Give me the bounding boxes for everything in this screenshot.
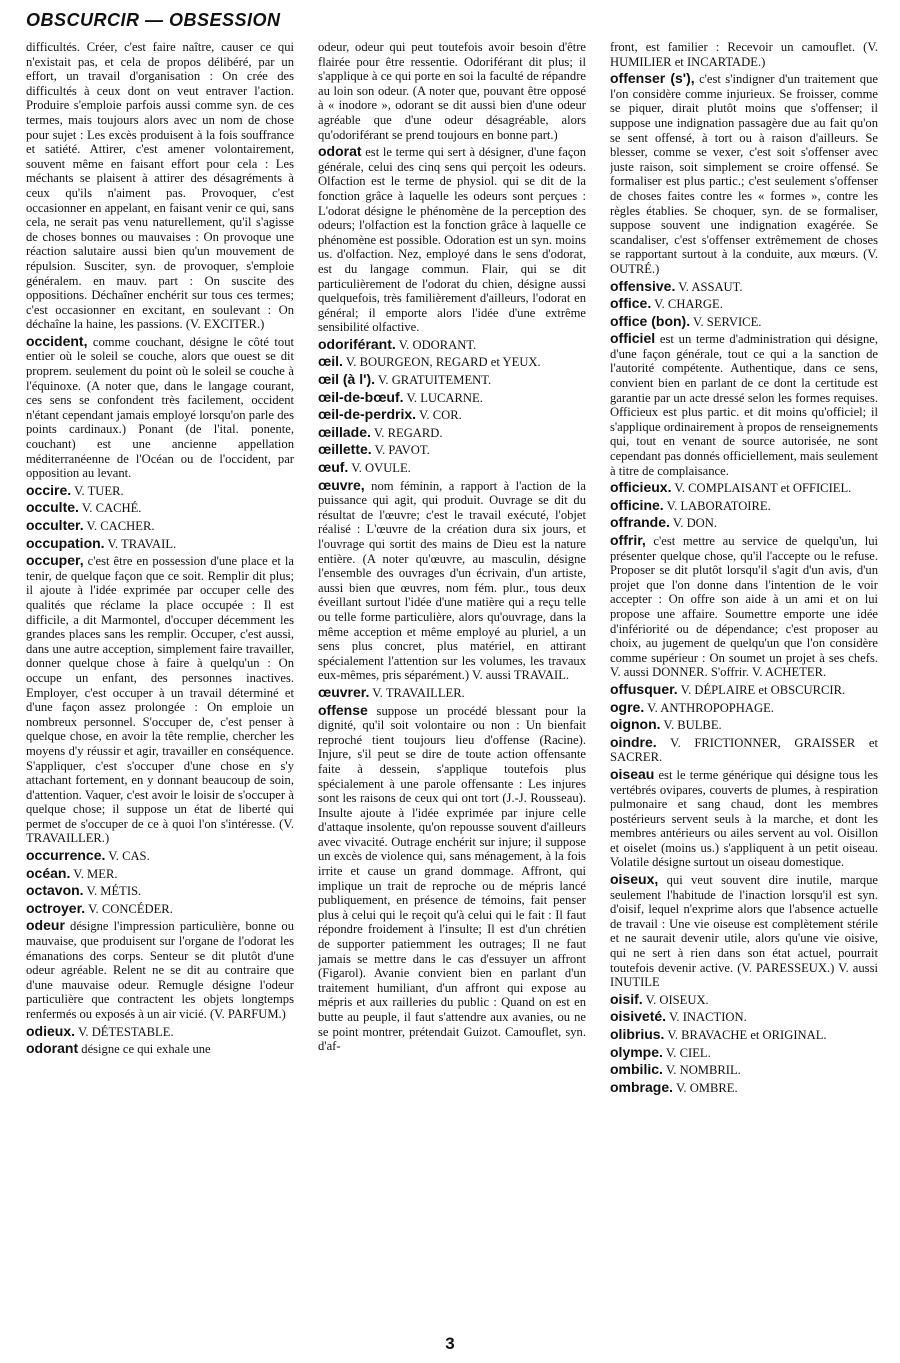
dictionary-entry xyxy=(318,685,586,701)
entry-definition: c'est être en possession d'une place et la tenir, de quelque façon que ce soit. Remplir dit plus; il ajoute à l'idée exprimée par occuper celle des qualités que réclame la place occupée : Il est difficile, a dit Marmontel, d'occuper décemment les grandes places sans les remplir. Occuper, c'est aussi, dans une autre acception, simplement faire travailler, donner quelque chose à faire à quelqu'un : On occupe un enfant, des personnes inactives. Employer, c'est occuper à un travail déterminé et d'une façon assez prolongée : On emploie un nombreux personnel. S'occuper de, c'est penser à quelque chose, en avoir la tête remplie, chercher les moyens d'y réussir et agir, travailler en conséquence. S'appliquer, c'est s'occuper d'une chose en s'y attachant fortement, en y donnant beaucoup de soin, d'attention. Vaquer, c'est avoir le loisir de s'occuper à quelque chose; il suppose un état de liberté qui permet de s'occuper de ce à quoi l'on s'intéresse. (V. TRAVAILLER.) xyxy=(26,554,294,846)
dictionary-entry xyxy=(610,735,878,765)
dictionary-entry xyxy=(610,515,878,531)
dictionary-entry xyxy=(26,500,294,516)
entry-definition: V. CHARGE. xyxy=(654,297,723,312)
entry-headword: offrir, xyxy=(610,532,646,548)
entry-definition: qui veut souvent dire inutile, marque seulement l'habitude de l'inaction lorsqu'il est syn. d'oisif, lequel n'exprime alors que l'absence actuelle de travail : Une vie oiseuse est complètement stérile et ne saurait devenir utile, alors qu'une vie oisive, qui ne sert à rien dans son état actuel, pourrait toutefois devenir active. (V. PARESSEUX.) V. aussi INUTILE xyxy=(610,873,878,990)
dictionary-entry xyxy=(610,1062,878,1078)
entry-definition: V. CONCÉDER. xyxy=(88,901,173,916)
entry-definition: V. MER. xyxy=(73,866,118,881)
entry-headword: oiseux, xyxy=(610,871,659,888)
entry-headword: œil (à l'). xyxy=(318,371,375,388)
dictionary-entry xyxy=(610,40,878,69)
dictionary-entry xyxy=(610,717,878,733)
entry-headword: occuper, xyxy=(26,552,84,569)
dictionary-entry xyxy=(610,1009,878,1025)
entry-definition: V. ANTHROPOPHAGE. xyxy=(647,700,774,715)
entry-headword: octavon. xyxy=(26,882,84,899)
entry-definition: V. BRAVACHE et ORIGINAL. xyxy=(667,1028,827,1042)
dictionary-entry xyxy=(26,40,294,332)
entry-definition: est un terme d'administration qui désigne, d'une façon générale, tout ce qui a la sanction de l'autorité compétente. Authentique, dans ce sens, convient bien en parlant de ce dont la certitude est garantie par un acte dressé selon les formes requises. Officieux est plus partic. et dit moins qu'officiel; il s'applique ordinairement à propos de renseignements qui, tout en venant de source autorisée, ne sont cependant pas donnés officiellement, mais seulement à titre de complaisance. xyxy=(610,332,878,478)
dictionary-entry xyxy=(610,767,878,870)
column-2 xyxy=(318,40,586,1322)
entry-headword: occulte. xyxy=(26,499,79,516)
dictionary-entry xyxy=(318,407,586,423)
entry-definition: V. MÉTIS. xyxy=(86,884,142,899)
entry-headword: œuvre, xyxy=(318,476,365,493)
columns xyxy=(26,40,878,1322)
entry-headword: olympe. xyxy=(610,1043,663,1060)
entry-headword: oignon. xyxy=(610,716,661,733)
entry-headword: odorat xyxy=(318,143,362,160)
dictionary-entry xyxy=(26,518,294,534)
dictionary-entry xyxy=(26,866,294,882)
entry-headword: officiel xyxy=(610,330,656,347)
dictionary-entry xyxy=(610,71,878,276)
entry-headword: odeur xyxy=(26,917,65,934)
entry-headword: œillade. xyxy=(318,423,371,440)
entry-definition: V. BULBE. xyxy=(663,718,722,733)
dictionary-entry xyxy=(26,918,294,1021)
entry-headword: offenser (s'), xyxy=(610,70,695,87)
entry-definition: désigne l'impression particulière, bonne ou mauvaise, que produisent sur l'organe de l'odorat les émanations des corps. Senteur se dit plutôt d'une odeur agréable. Relent ne se dit au contraire que d'une mauvaise odeur. Remugle désigne l'odeur particulière que contractent les objets longtemps renfermés ou exposés à un air vicié. (V. PARFUM.) xyxy=(26,919,294,1021)
dictionary-entry xyxy=(610,498,878,514)
entry-headword: occupation. xyxy=(26,534,105,551)
entry-definition: V. OVULE. xyxy=(351,461,411,476)
entry-definition: V. CAS. xyxy=(108,849,150,864)
dictionary-entry xyxy=(610,533,878,680)
entry-definition: difficultés. Créer, c'est faire naître, causer ce qui n'existait pas, et cela de propos délibéré, par un effort, un travail d'organisation : On crée des difficultés à ceux dont on veut entraver l'action. Produire s'emploie parfois aussi comme syn. de ces termes, mais toujours alors avec un nom de chose pour sujet : Les excès produisent à la fois souffrance et satiété. Attirer, c'est amener volontairement, souvent même en faisant effort pour cela : Les méchants se plaisent à attirer des désagréments à ceux qu'ils n'aiment pas. Provoquer, c'est occasionner en appelant, en faisant venir ce qui, sans cela, ne serait pas venu naturellement, qu'il s'agisse de choses bonnes ou mauvaises : On provoque une réaction salutaire aussi bien qu'un mouvement de répulsion. Susciter, syn. de provoquer, s'emploie généralem. en mauv. part : On suscite des oppositions. Déchaîner enchérit sur tous ces termes; c'est occasionner en excitant, en soulevant : On déchaîne la haine, les passions. (V. EXCITER.) xyxy=(26,40,294,332)
entry-headword: occire. xyxy=(26,481,72,498)
entry-definition: nom féminin, a rapport à l'action de la puissance qui agit, qui produit. Ouvrage se dit du résultat de l'œuvre; c'est le travail exécuté, l'objet réalisé : L'œuvre de la création dura six jours, et l'ouvrage qui sortit des mains de Dieu est la nature entière. (A noter qu'œuvre, au masculin, désigne l'ensemble des ouvrages d'un écrivain, d'un artiste, aussi bien que œuvres, nom fém. plur., tous deux éveillant surtout l'idée d'une matière qui a reçu telle ou telle forme particulière, alors qu'ouvrage, dans la même acception et même employé au pluriel, a un sens plus concret, plus matériel, en attirant spécialement l'attention sur les volumes, les travaux eux-mêmes, pris séparément.) V. aussi TRAVAIL. xyxy=(318,478,586,683)
dictionary-entry xyxy=(26,483,294,499)
dictionary-entry xyxy=(318,703,586,1054)
entry-headword: office (bon). xyxy=(610,312,691,329)
entry-headword: occurrence. xyxy=(26,847,106,864)
entry-headword: oisiveté. xyxy=(610,1008,667,1025)
entry-definition: V. COR. xyxy=(418,408,462,423)
entry-headword: offrande. xyxy=(610,514,670,531)
entry-headword: oindre. xyxy=(610,733,657,750)
entry-definition: V. CIEL. xyxy=(665,1045,711,1060)
entry-headword: odieux. xyxy=(26,1022,76,1039)
page-header: OBSCURCIR — OBSESSION xyxy=(26,10,281,30)
entry-headword: occident, xyxy=(26,332,88,349)
entry-definition: V. ODORANT. xyxy=(398,337,477,352)
entry-definition: V. DÉTESTABLE. xyxy=(77,1024,174,1039)
entry-definition: V. LUCARNE. xyxy=(406,390,483,405)
entry-headword: office. xyxy=(610,295,652,312)
entry-definition: V. TRAVAIL. xyxy=(107,536,177,551)
entry-definition: suppose un procédé blessant pour la dignité, qu'il soit volontaire ou non : Un bienfait reproché tient toujours lieu d'offense (Racine). Injure, s'il peut se dire de toute action offensante faite à dessein, s'applique toutefois plus spécialement à une parole offensante : Les injures sont les raisons de ceux qui ont tort (J.-J. Rousseau). Insulte ajoute à l'idée exprimée par injure celle d'attaque insolente, qu'on repousse souvent d'ailleurs avec vivacité. Outrage enchérit sur injure; il suppose un excès de violence qui, sans ménagement, à la fois irrite et cause un grand dommage. Affront, qui implique un trait de reproche ou de mépris lancé publiquement, en présence de témoins, fait penser plus à celui qui le reçoit qu'à celui qui le fait : Il faut répondre froidement à l'insulte; Il est d'un chrétien de supporter patiemment les outrages; Il ne faut jamais se mettre dans le cas d'essuyer un affront (Figarol). Avanie convient bien en parlant d'un traitement humiliant, d'un affront qui expose au mépris et aux railleries du public : Quand on est en butte au peuple, il faut s'attendre aux avanies, ou ne se point montrer, prétendait Guizot. Camouflet, syn. d'af- xyxy=(318,703,586,1054)
entry-definition: c'est mettre au service de quelqu'un, lui présenter quelque chose, qu'il l'accepte ou le refuse. Proposer se dit plutôt lorsqu'il s'agit d'un avis, d'un projet que l'on donne dans l'intention de le voir accepter : On offre son aide à un ami et on lui propose une affaire. Soumettre emporte une idée d'infériorité ou de dépendance; c'est proposer au choix, au jugement de quelqu'un que l'on considère comme supérieur : On soumet un projet à ses chefs. V. aussi DONNER. S'offrir. V. ACHETER. xyxy=(610,534,878,680)
entry-definition: odeur, odeur qui peut toutefois avoir besoin d'être flairée pour être ressentie. Odoriférant dit plus; il s'applique à ce qui porte en soi la faculté de répandre au loin son odeur. (A noter que, pouvant être opposé à « inodore », odorant se dit aussi bien d'une odeur agréable que d'une odeur désagréable, alors qu'odoriférant se prend toujours en bonne part.) xyxy=(318,40,586,142)
dictionary-entry xyxy=(318,478,586,683)
dictionary-entry xyxy=(318,460,586,476)
entry-definition: V. PAVOT. xyxy=(374,443,430,458)
column-1 xyxy=(26,40,294,1322)
dictionary-entry xyxy=(26,553,294,846)
dictionary-entry xyxy=(318,354,586,370)
entry-headword: oisif. xyxy=(610,990,643,1007)
dictionary-entry xyxy=(610,279,878,295)
dictionary-entry xyxy=(318,425,586,441)
entry-headword: odoriférant. xyxy=(318,335,396,352)
entry-definition: V. INACTION. xyxy=(668,1010,747,1025)
dictionary-entry xyxy=(610,1080,878,1096)
dictionary-entry xyxy=(318,372,586,388)
dictionary-entry xyxy=(610,296,878,312)
dictionary-entry xyxy=(610,872,878,990)
page-number: 3 xyxy=(445,1334,455,1353)
entry-headword: océan. xyxy=(26,864,71,881)
entry-headword: ombilic. xyxy=(610,1061,663,1078)
entry-headword: ombrage. xyxy=(610,1078,674,1095)
entry-definition: V. DÉPLAIRE et OBSCURCIR. xyxy=(680,682,846,697)
entry-definition: V. COMPLAISANT et OFFICIEL. xyxy=(674,481,852,496)
dictionary-entry xyxy=(610,331,878,478)
entry-definition: est le terme qui sert à désigner, d'une façon générale, celui des cinq sens qui perçoit les odeurs. Olfaction est le terme de physiol. qui se dit de la fonction grâce à laquelle les odeurs sont perçues : L'odorat désigne le phénomène de la perception des odeurs; l'olfaction est la fonction grâce à laquelle ce phénomène est possible. Odoration est un syn. moins us. d'olfaction. Nez, employé dans le sens d'odorat, est du langage commun. Flair, qui se dit particulièrement de l'odorat du chien, désigne aussi quelquefois, très familièrement d'ailleurs, l'odorat en général; il emporte alors l'idée d'une extrême sensibilité olfactive. xyxy=(318,145,586,335)
entry-definition: V. REGARD. xyxy=(373,425,443,440)
dictionary-entry xyxy=(318,144,586,335)
entry-headword: occulter. xyxy=(26,517,84,533)
entry-definition: V. OISEUX. xyxy=(645,992,709,1007)
dictionary-entry xyxy=(318,337,586,353)
entry-headword: ogre. xyxy=(610,698,645,715)
entry-headword: œil-de-bœuf. xyxy=(318,388,404,405)
dictionary-entry xyxy=(318,40,586,142)
entry-headword: œil. xyxy=(318,353,343,370)
entry-headword: œillette. xyxy=(318,441,372,458)
dictionary-entry xyxy=(610,682,878,698)
entry-definition: comme couchant, désigne le côté tout entier où le soleil se couche, alors que ouest se dit proprem. seulement du point où le soleil se couche à l'équinoxe. (A noter que, dans le langage courant, ces sens se confondent très facilement, occident n'étant cependant jamais employé lorsqu'on parle des points cardinaux.) Ponant (de l'ital. ponente, couchant) est une ancienne appellation méditerranéenne de l'Océan ou de l'occident, par opposition au levant. xyxy=(26,334,294,481)
entry-headword: oiseau xyxy=(610,765,655,782)
dictionary-entry xyxy=(610,992,878,1008)
entry-headword: œuf. xyxy=(318,459,349,476)
entry-definition: front, est familier : Recevoir un camouflet. (V. HUMILIER et INCARTADE.) xyxy=(610,40,878,69)
entry-definition: V. CACHÉ. xyxy=(81,501,142,516)
entry-headword: officieux. xyxy=(610,479,672,496)
dictionary-entry xyxy=(610,314,878,330)
entry-headword: officine. xyxy=(610,496,664,513)
entry-definition: V. CACHER. xyxy=(86,519,155,533)
entry-definition: V. BOURGEON, REGARD et YEUX. xyxy=(345,355,541,370)
entry-definition: V. DON. xyxy=(672,516,718,531)
column-3 xyxy=(610,40,878,1322)
entry-headword: offusquer. xyxy=(610,680,678,697)
entry-definition: désigne ce qui exhale une xyxy=(81,1042,211,1057)
entry-headword: octroyer. xyxy=(26,899,86,916)
entry-headword: œuvrer. xyxy=(318,683,370,700)
dictionary-entry xyxy=(26,883,294,899)
entry-definition: V. LABORATOIRE. xyxy=(666,498,771,513)
entry-definition: est le terme générique qui désigne tous les vertébrés ovipares, couverts de plumes, à respiration pulmonaire et sang chaud, dont les membres postérieurs servent seuls à la marche, et dont les membres antérieurs ou ailes servent au vol. Oisillon et oiselet (moins us.) s'appliquent à un petit oiseau. Volatile désigne surtout un oiseau domestique. xyxy=(610,767,878,870)
dictionary-entry xyxy=(610,1027,878,1043)
entry-headword: offense xyxy=(318,701,368,718)
entry-headword: olibrius. xyxy=(610,1026,665,1042)
dictionary-entry xyxy=(318,442,586,458)
dictionary-entry xyxy=(610,480,878,496)
entry-headword: offensive. xyxy=(610,277,676,294)
entry-definition: V. GRATUITEMENT. xyxy=(377,373,492,388)
dictionary-entry xyxy=(26,901,294,917)
entry-definition: V. NOMBRIL. xyxy=(665,1063,741,1078)
dictionary-entry xyxy=(318,390,586,406)
entry-headword: odorant xyxy=(26,1040,79,1057)
entry-definition: V. FRICTIONNER, GRAISSER et SACRER. xyxy=(610,735,878,765)
dictionary-entry xyxy=(610,1045,878,1061)
entry-definition: V. SERVICE. xyxy=(693,314,762,329)
dictionary-entry xyxy=(26,334,294,481)
dictionary-entry xyxy=(26,1041,294,1057)
dictionary-entry xyxy=(610,700,878,716)
dictionary-entry xyxy=(26,536,294,552)
entry-definition: V. TUER. xyxy=(74,483,124,498)
dictionary-entry xyxy=(26,1024,294,1040)
dictionary-entry xyxy=(26,848,294,864)
entry-definition: V. ASSAUT. xyxy=(678,279,743,294)
entry-definition: V. TRAVAILLER. xyxy=(372,685,465,700)
entry-definition: V. OMBRE. xyxy=(675,1080,738,1095)
entry-definition: c'est s'indigner d'un traitement que l'on considère comme injurieux. Se froisser, comme se piquer, dirait plutôt moins que s'offenser; il suppose une indignation passagère due au fait qu'on se sent offensé, à tort ou à raison d'ailleurs. Se blesser, comme se vexer, c'est soit s'offenser avec juste raison, soit simplement se croire offensé. Se formaliser est plus partic.; c'est seulement s'offenser de choses faites contre les « formes », contre les règles établies. Se choquer, syn. de se formaliser, suppose souvent une indignation exagérée. Se scandaliser, c'est s'offenser extrêmement de choses se rapportant surtout à la conduite, aux mœurs. (V. OUTRÉ.) xyxy=(610,72,878,276)
entry-headword: œil-de-perdrix. xyxy=(318,406,417,423)
